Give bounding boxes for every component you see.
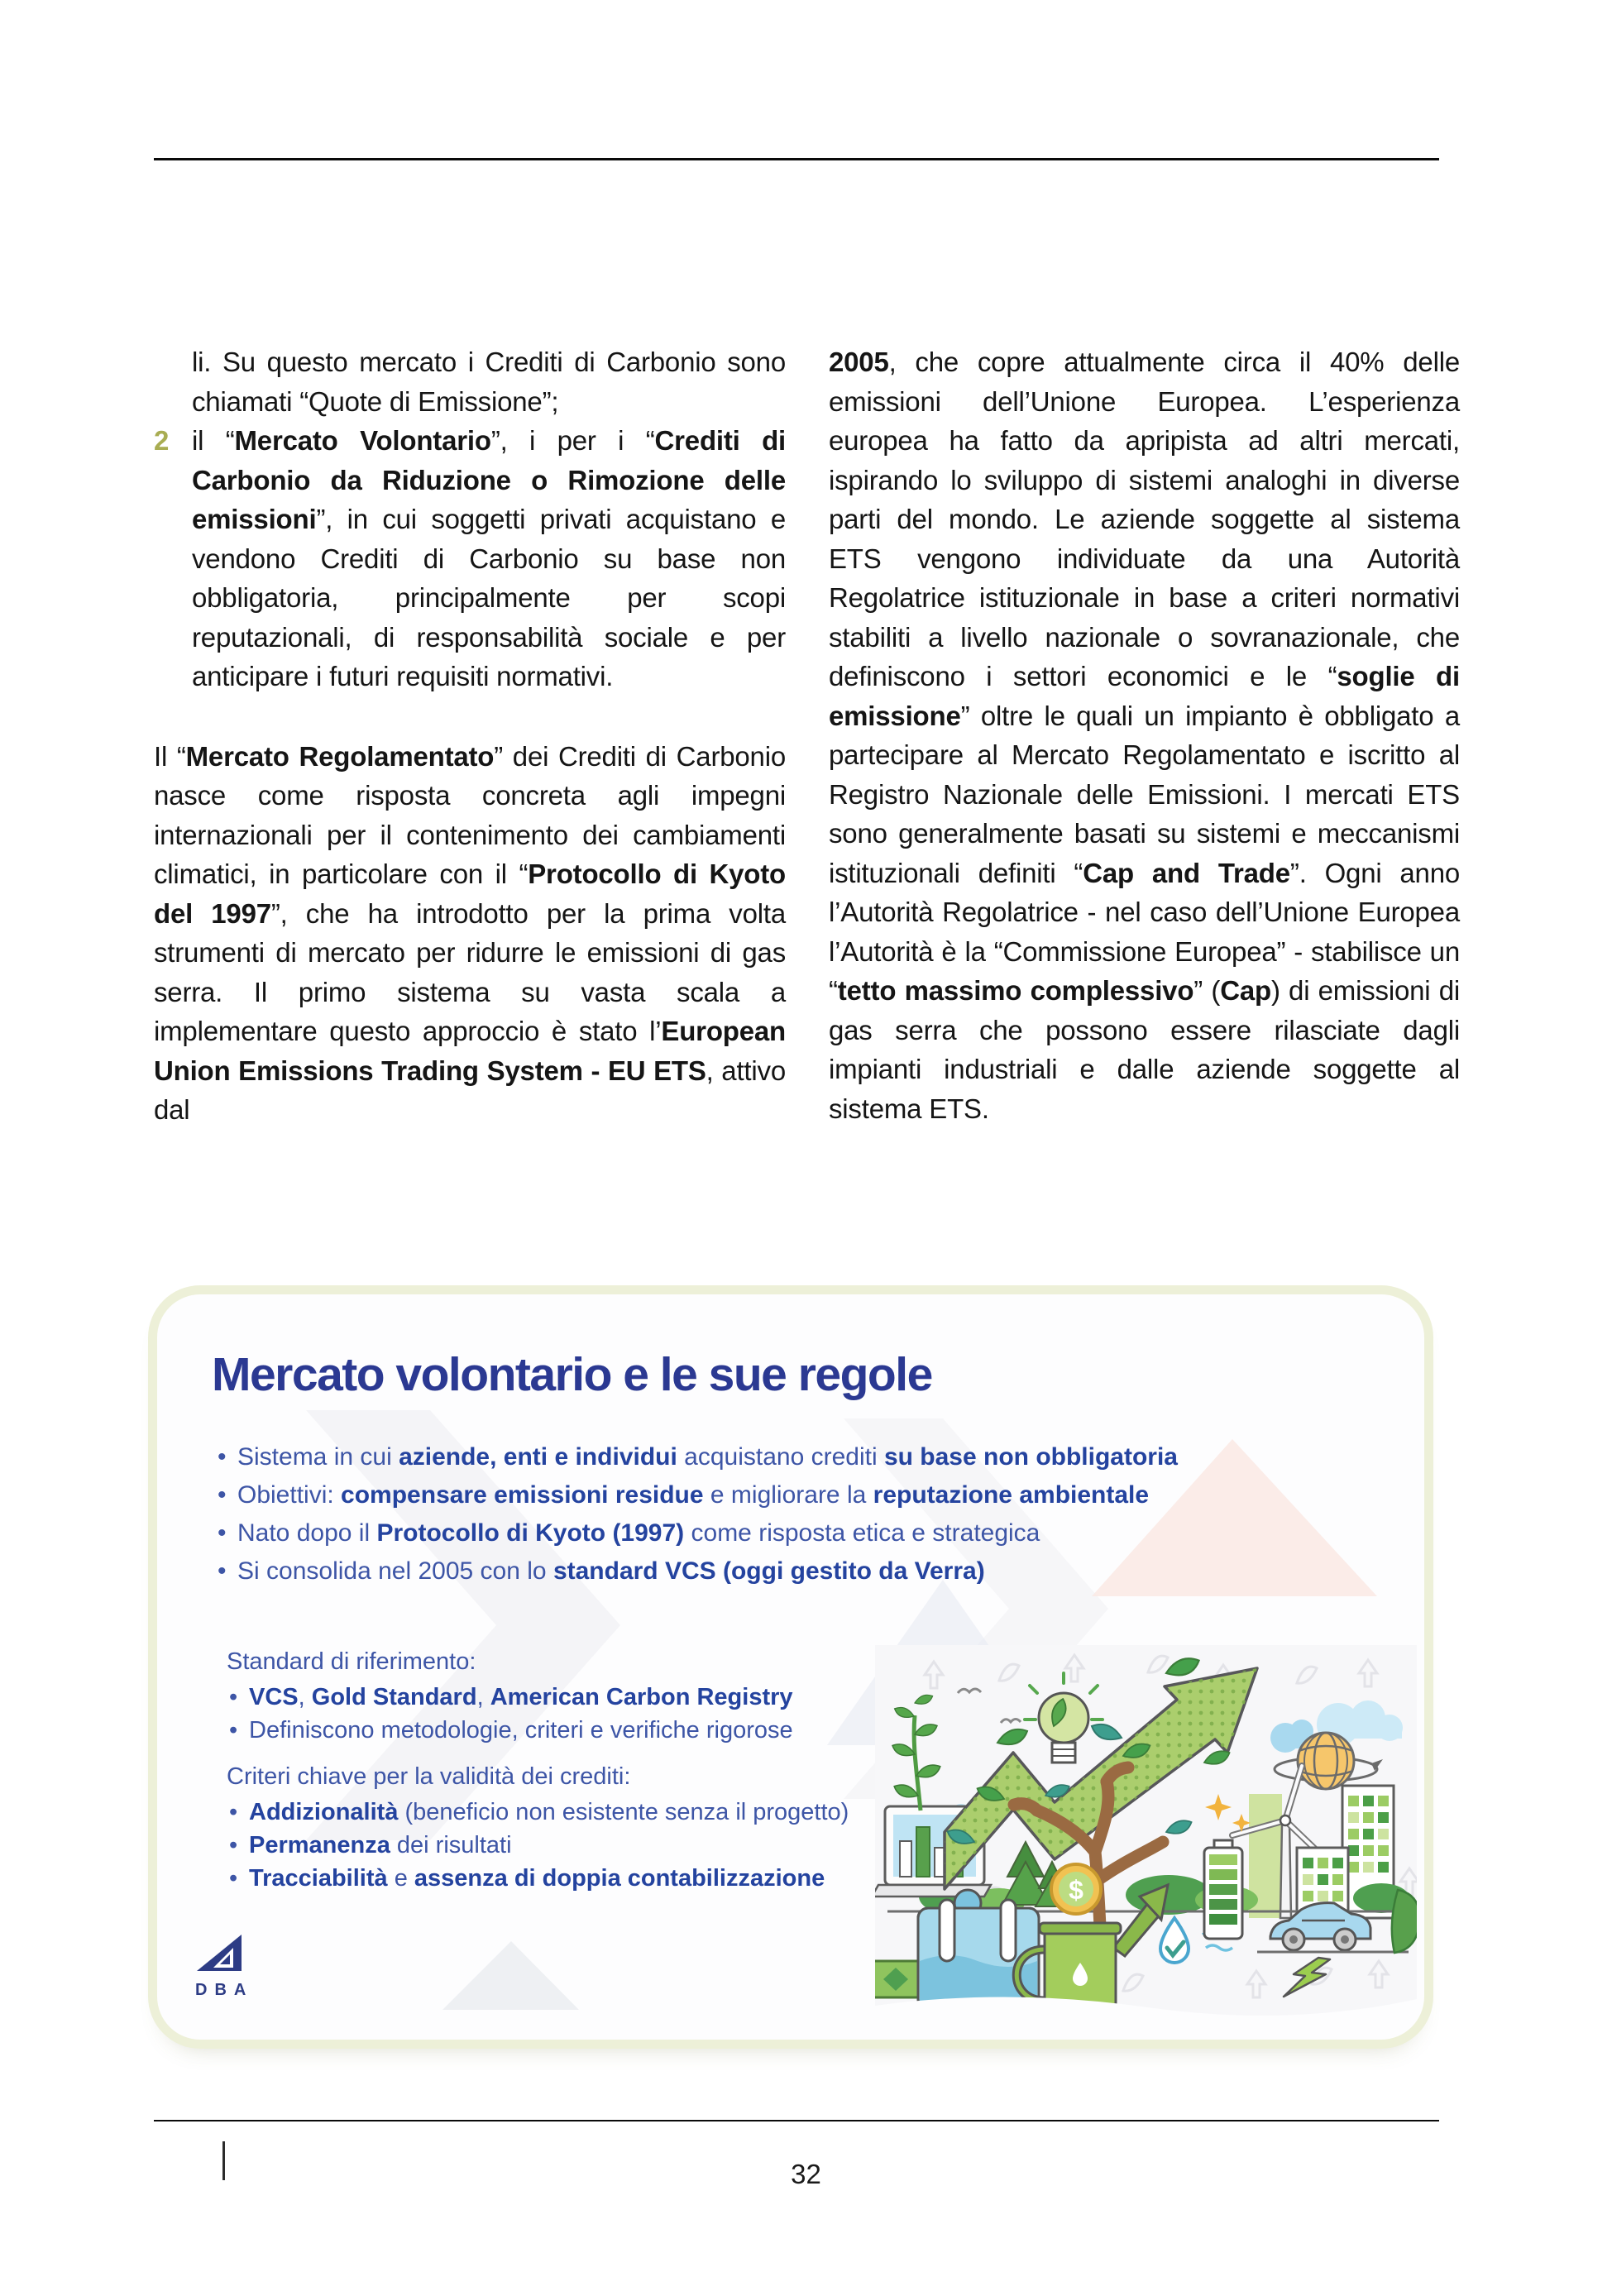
standards-list bbox=[227, 1684, 888, 1744]
text-column-right bbox=[829, 342, 1460, 1128]
slide-standards-block bbox=[227, 1648, 888, 1898]
list-item-1-continuation: li. Su questo mercato i Crediti di Carbonio sono chiamati “Quote di Emissione”; bbox=[192, 347, 786, 417]
list-item-2-text: il “Mercato Volontario”, i per i “Crediti di Carbonio da Riduzione o Rimozione delle emissioni”, in cui soggetti privati acquistano e vendono Crediti di Carbonio su base non obbligatoria, principalmente per scopi reputazionali, di responsabilità sociale e per anticipare i futuri requisiti normativi. bbox=[192, 425, 786, 691]
svg-text:$: $ bbox=[1069, 1875, 1083, 1905]
dba-logo-text: DBA bbox=[195, 1981, 254, 1999]
top-divider bbox=[154, 158, 1439, 160]
dba-logo-icon bbox=[195, 1933, 243, 1973]
criteria-heading: Criteri chiave per la validità dei crediti: bbox=[227, 1763, 631, 1790]
bottom-divider bbox=[154, 2120, 1439, 2121]
dba-logo bbox=[195, 1933, 294, 2000]
slide-title: Mercato volontario e le sue regole bbox=[212, 1348, 932, 1401]
money-icon bbox=[875, 1961, 921, 1997]
eco-illustration bbox=[875, 1645, 1417, 2019]
standards-heading: Standard di riferimento: bbox=[227, 1648, 476, 1675]
dollar-coin-icon bbox=[1051, 1864, 1101, 1914]
list-marker: 2 bbox=[154, 425, 170, 456]
paragraph-ets: 2005, che copre attualmente circa il 40% delle emissioni dell’Unione Europea. L’esperienza europea ha fatto da apripista ad altri mercati, ispirando lo sviluppo di sistemi analoghi in diverse parti del mondo. Le aziende soggette al sistema ETS vengono individuate da una Autorità Regolatrice istituzionale in base a criteri normativi stabiliti a livello nazionale o sovranazionale, che definiscono i settori economici e le “soglie di emissione” oltre le quali un impianto è obbligato a partecipare al Mercato Regolamentato e iscritto al Registro Nazionale delle Emissioni. I mercati ETS sono generalmente basati su sistemi e meccanismi istituzionali definiti “Cap and Trade”. Ogni anno l’Autorità Regolatrice - nel caso dell’Unione Europea l’Autorità è la “Commissione Europea” - stabilisce un “tetto massimo complessivo” (Cap) di emissioni di gas serra che possono essere rilasciate dagli impianti industriali e dalle aziende soggette al sistema ETS. bbox=[829, 347, 1461, 1124]
list-item-2 bbox=[154, 421, 786, 696]
recycle-leaf-icon bbox=[1392, 1890, 1417, 1953]
battery-icon bbox=[1204, 1840, 1242, 1939]
slide-figure bbox=[157, 1294, 1424, 2040]
criteria-list bbox=[227, 1799, 888, 1892]
page-number: 32 bbox=[791, 2159, 821, 2189]
bullet-item: • Nato dopo il Protocollo di Kyoto (1997) come risposta etica e strategica bbox=[215, 1519, 1178, 1547]
bullet-item: • Obiettivi: compensare emissioni residue e migliorare la reputazione ambientale bbox=[215, 1481, 1178, 1509]
bullet-item: • Tracciabilità e assenza di doppia contabilizzazione bbox=[227, 1865, 888, 1892]
paragraph-regulated-market: Il “Mercato Regolamentato” dei Crediti di Carbonio nasce come risposta concreta agli impegni internazionali per il contenimento dei cambiamenti climatici, in particolare con il “Protocollo di Kyoto del 1997”, che ha introdotto per la prima volta strumenti di mercato per ridurre le emissioni di gas serra. Il primo sistema su vasta scala a implementare questo approccio è stato l’European Union Emissions Trading System - EU ETS, attivo dal bbox=[154, 740, 786, 1125]
bullet-item: • Si consolida nel 2005 con lo standard VCS (oggi gestito da Verra) bbox=[215, 1557, 1178, 1585]
bullet-item: • VCS, Gold Standard, American Carbon Registry bbox=[227, 1684, 888, 1710]
bullet-item: • Sistema in cui aziende, enti e individui acquistano crediti su base non obbligatoria bbox=[215, 1443, 1178, 1471]
text-column-left bbox=[154, 342, 786, 1130]
bullet-item: • Permanenza dei risultati bbox=[227, 1832, 888, 1858]
bullet-item: • Definiscono metodologie, criteri e verifiche rigorose bbox=[227, 1717, 888, 1744]
slide-bullet-list bbox=[215, 1443, 1178, 1595]
bullet-item: • Addizionalità (beneficio non esistente senza il progetto) bbox=[227, 1799, 888, 1825]
